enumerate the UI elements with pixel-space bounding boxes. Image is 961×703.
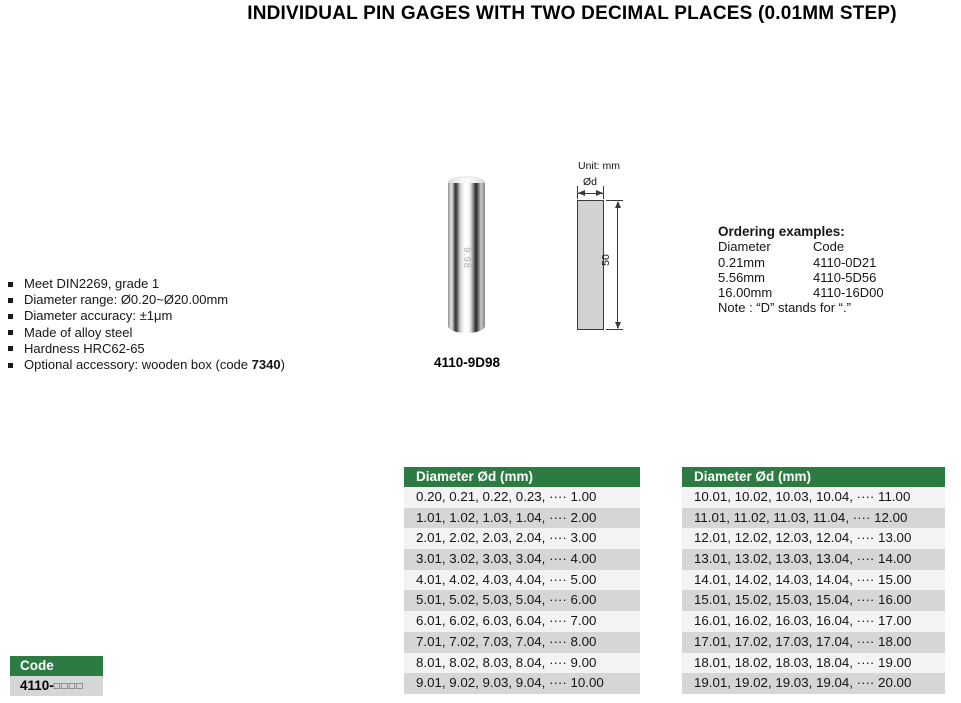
ordering-col-diameter: Diameter [718,239,771,255]
bullet-icon [8,314,13,319]
bullet-icon [8,346,13,351]
table-row: 5.01, 5.02, 5.03, 5.04, ···· 6.00 [404,590,640,611]
feature-item [8,292,285,308]
table-header: Diameter Ød (mm) [404,467,640,487]
table-row: 3.01, 3.02, 3.03, 3.04, ···· 4.00 [404,549,640,570]
ordering-heading: Ordering examples: [718,224,845,239]
feature-text: Diameter range: Ø0.20~Ø20.00mm [24,292,229,308]
ordering-row [718,285,884,300]
feature-item-accessory [8,357,285,373]
code-placeholder-squares: □□□□ [53,681,84,692]
dim-arrow-right-icon [596,190,603,196]
ordering-note: Note : “D” stands for “.” [718,300,851,316]
ordering-row [718,255,884,270]
diameter-table-1 [404,467,640,694]
feature-item [8,325,285,341]
code-prefix: 4110- [20,678,54,693]
feature-text-suffix: ) [280,357,285,373]
pin-gage-image [448,183,485,333]
bullet-icon [8,282,13,287]
ordering-column-headers [718,239,884,254]
ordering-code: 4110-5D56 [813,269,877,285]
code-value [10,676,103,696]
feature-text: Meet DIN2269, grade 1 [24,276,160,291]
table-row: 14.01, 14.02, 14.03, 14.04, ···· 15.00 [682,570,945,591]
table-row: 19.01, 19.02, 19.03, 19.04, ···· 20.00 [682,673,945,694]
table-row: 15.01, 15.02, 15.03, 15.04, ···· 16.00 [682,590,945,611]
pin-engraved-marking: 9.98 [461,247,472,269]
diameter-table-2 [682,467,945,694]
table-row: 7.01, 7.02, 7.03, 7.04, ···· 8.00 [404,632,640,653]
feature-text: Optional accessory: wooden box (code [24,357,252,373]
ordering-code: 4110-16D00 [813,285,884,301]
table-row: 4.01, 4.02, 4.03, 4.04, ···· 5.00 [404,570,640,591]
table-row: 2.01, 2.02, 2.03, 2.04, ···· 3.00 [404,528,640,549]
dim-arrow-up-icon [615,201,621,208]
dim-arrow-left-icon [578,190,585,196]
ordering-row [718,270,884,285]
feature-text: Made of alloy steel [24,324,133,340]
bullet-icon [8,330,13,335]
feature-item [8,341,285,357]
length-dim-label: 50 [600,254,612,266]
ordering-diameter: 5.56mm [718,269,765,285]
dim-tick-right [603,186,604,199]
pin-model-code: 4110-9D98 [433,355,501,370]
table-row: 18.01, 18.02, 18.03, 18.04, ···· 19.00 [682,653,945,674]
code-box-header: Code [10,656,103,676]
feature-item [8,308,285,324]
ordering-diameter: 16.00mm [718,285,773,301]
ordering-code: 4110-0D21 [813,254,877,270]
dim-arrow-down-icon [615,322,621,329]
table-row: 6.01, 6.02, 6.03, 6.04, ···· 7.00 [404,611,640,632]
page-title: INDIVIDUAL PIN GAGES WITH TWO DECIMAL PLACES (0.01MM STEP) [247,3,897,24]
table-row: 1.01, 1.02, 1.03, 1.04, ···· 2.00 [404,508,640,529]
table-header: Diameter Ød (mm) [682,467,945,487]
feature-item [8,276,285,292]
table-row: 13.01, 13.02, 13.03, 13.04, ···· 14.00 [682,549,945,570]
feature-list [8,276,285,373]
table-row: 0.20, 0.21, 0.22, 0.23, ···· 1.00 [404,487,640,508]
ordering-diameter: 0.21mm [718,254,765,270]
feature-text: Hardness HRC62-65 [24,340,145,356]
unit-label: Unit: mm [578,160,620,172]
bullet-icon [8,298,13,303]
ordering-examples [718,224,884,316]
ordering-col-code: Code [813,239,845,255]
ext-line-bottom [606,329,623,330]
table-row: 10.01, 10.02, 10.03, 10.04, ···· 11.00 [682,487,945,508]
feature-text: Diameter accuracy: ±1μm [24,308,173,324]
table-row: 16.01, 16.02, 16.03, 16.04, ···· 17.00 [682,611,945,632]
accessory-code: 7340 [251,357,281,373]
table-row: 9.01, 9.02, 9.03, 9.04, ···· 10.00 [404,673,640,694]
code-box [10,656,103,696]
table-row: 12.01, 12.02, 12.03, 12.04, ···· 13.00 [682,528,945,549]
table-row: 11.01, 11.02, 11.03, 11.04, ···· 12.00 [682,508,945,529]
diameter-dim-label: Ød [582,176,597,188]
table-row: 8.01, 8.02, 8.03, 8.04, ···· 9.00 [404,653,640,674]
table-row: 17.01, 17.02, 17.03, 17.04, ···· 18.00 [682,632,945,653]
dim-line-vertical [617,202,618,328]
bullet-icon [8,363,13,368]
